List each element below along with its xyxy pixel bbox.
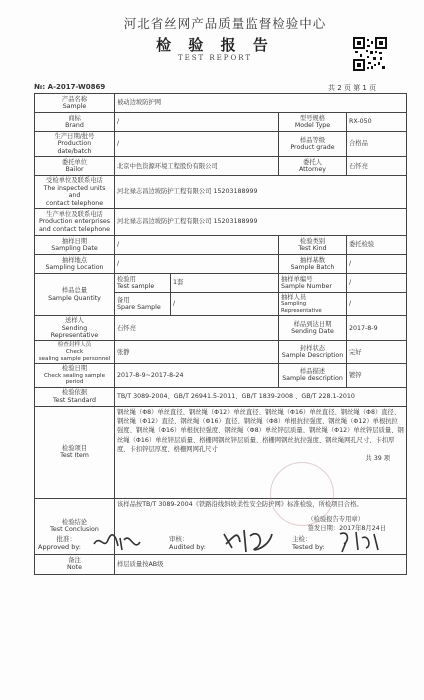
label-en: and contact telephone (38, 225, 111, 233)
label-en: Sample Number (281, 282, 332, 290)
row-production-date (35, 132, 407, 157)
sample-number-label (279, 273, 347, 292)
label-en: Test Conclusion (50, 526, 99, 534)
label-en: Check (65, 348, 84, 355)
brand-label (35, 113, 115, 132)
approved-label-zh: 批准： (56, 535, 76, 543)
label-en: Sample Batch (290, 263, 335, 271)
row-sampling-date (35, 235, 407, 254)
label-zh: 备注 (68, 556, 81, 564)
test-standard-label (35, 387, 115, 406)
row-test-standard (35, 387, 407, 406)
label-zh: 检验项目 (61, 444, 88, 452)
label-zh: 检验用 (117, 275, 136, 283)
issue-date-label: 签发日期： (307, 525, 340, 533)
label-en: Sending Representative (50, 324, 99, 339)
test-item-label (35, 406, 115, 498)
label-zh: 检验类别 (299, 237, 326, 245)
approved-label-en: Approved by: (38, 543, 81, 551)
row-sampling-location (35, 254, 407, 273)
check-sealing-value: 张静 (115, 341, 279, 364)
label-zh: 样品等级 (299, 136, 326, 144)
report-table (34, 93, 407, 575)
audited-signature-icon (220, 526, 276, 560)
sample-batch-label (279, 254, 347, 273)
test-kind-label (279, 235, 347, 254)
label-en: Note (67, 564, 82, 572)
brand-value: / (115, 113, 279, 132)
conclusion-text: 该样品按TB/T 3089-2004《铁路沿线斜坡柔性安全防护网》标准检验，所检项目合格。 (117, 500, 363, 508)
sampling-date-label (35, 235, 115, 254)
label-en: Sampling Location (45, 263, 104, 271)
label-zh: 检验依据 (61, 389, 88, 397)
sending-date-value: 2017-8-9 (347, 316, 407, 341)
row-inspected-units (35, 176, 407, 209)
label-en: Production (57, 140, 92, 148)
label-zh: 产品名称 (61, 95, 88, 103)
label-en: Test sample (117, 282, 155, 290)
label-en: Test Standard (52, 396, 97, 404)
label-en: Spare Sample (117, 304, 161, 312)
label-en: Sending Date (291, 328, 334, 336)
sample-batch-value: / (347, 254, 407, 273)
sample-quantity-label (35, 273, 115, 315)
label-zh: 抽样地点 (61, 256, 88, 264)
audited-label-zh: 审核： (169, 535, 189, 543)
label-zh: 样品总量 (61, 287, 88, 295)
test-item-value (115, 406, 407, 498)
test-standard-value: TB/T 3089-2004、GB/T 26941.5-2011、GB/T 1839-2008 、GB/T 228.1-2010 (115, 387, 407, 406)
tested-label-zh: 主检： (292, 535, 312, 543)
label-zh: 检查封样人员 (57, 342, 92, 349)
label-zh: 备用 (117, 296, 130, 304)
label-zh: 型号规格 (299, 114, 326, 122)
label-zh: 封样状态 (299, 344, 326, 352)
sampling-location-label (35, 254, 115, 273)
label-en: Production enterprises (38, 218, 111, 226)
tested-signature-icon (336, 528, 384, 558)
tested-by (292, 534, 325, 551)
audited-by (169, 534, 206, 551)
label-zh: 抽样基数 (299, 256, 326, 264)
label-zh: 生产单位及联系电话 (46, 210, 103, 218)
test-sample-label (115, 273, 171, 292)
model-type-label (279, 113, 347, 132)
label-zh: 样品描述 (299, 368, 326, 376)
label-zh: 生产日期/批号 (54, 133, 95, 140)
sample-desc2-label (279, 364, 347, 388)
label-en: Bailor (65, 166, 84, 174)
row-test-item (35, 406, 407, 498)
row-brand (35, 113, 407, 132)
spare-sample-label (115, 292, 171, 315)
sample-description-label (279, 341, 347, 364)
production-enterprises-value: 河北禄志昌边坡防护工程有限公司 15203188999 (115, 208, 407, 235)
product-grade-label (279, 132, 347, 157)
official-seal-icon (270, 462, 334, 526)
sampling-location-value: / (115, 254, 279, 273)
label-en: sealing sample personnel (38, 355, 111, 362)
production-date-label (35, 132, 115, 157)
test-kind-value: 委托检验 (347, 235, 407, 254)
check-period-value: 2017-8-9~2017-8-24 (115, 364, 279, 388)
label-en: Sampling Representative (281, 301, 322, 314)
label-zh: 检验日期 (61, 365, 88, 373)
report-title-en: TEST REPORT (177, 54, 253, 62)
label-en: Sample (62, 103, 87, 110)
row-sample-quantity-a (35, 273, 407, 292)
label-en: Sampling Date (51, 244, 98, 252)
test-item-text: 钢丝绳（Φ8）单丝直径、钢丝绳（Φ12）单丝直径、钢丝绳（Φ16）单丝直径、钢丝绳（Φ8）直径、钢丝绳（Φ12）直径、钢丝绳（Φ16）直径、钢丝绳（Φ8）单根抗拉强度、钢丝绳（Φ12）单根抗拉强度、钢丝绳（Φ16）单根抗拉强度、钢丝绳（Φ8）单丝锌层质量、钢丝绳（Φ12）单丝锌层质量、钢丝绳（Φ16）单丝锌层质量、格栅网钢丝锌层质量、格栅网钢丝抗拉强度、钢丝绳网孔尺寸、卡扣厚度、卡扣锌层厚度、格栅网网孔尺寸 (117, 408, 404, 454)
row-production-enterprises (35, 208, 407, 235)
bailor-value: 北京中色资源环境工程股份有限公司 (115, 157, 279, 176)
note-value: 样层质量按AB级 (115, 554, 407, 574)
product-grade-value: 合格品 (347, 132, 407, 157)
sample-description-value: 完好 (347, 341, 407, 364)
sample-number-value: / (347, 273, 407, 292)
sampling-representative-label (279, 292, 347, 315)
row-sending (35, 316, 407, 341)
label-zh: 委托人 (303, 158, 322, 166)
sending-date-label (279, 316, 347, 341)
sampling-representative-value: / (347, 292, 407, 315)
production-enterprises-label (35, 208, 115, 235)
issue-date-value: 2017年8月24日 (339, 525, 387, 533)
approved-by (38, 534, 81, 551)
row-bailor (35, 157, 407, 176)
label-en: Model Type (294, 122, 331, 129)
label-zh: 受检单位及联系电话 (46, 177, 103, 185)
label-zh: 委托单位 (61, 158, 88, 166)
attorney-label (279, 157, 347, 176)
approved-signature-icon (92, 530, 142, 558)
label-zh: 商标 (68, 114, 81, 122)
label-en: Sample Quantity (48, 294, 101, 302)
inspection-stamp-text: （检验报告专用章） (307, 515, 365, 523)
audited-label-en: Audited by: (169, 543, 206, 551)
sending-representative-value: 石怀亮 (115, 316, 279, 341)
report-number: №: A-2017-W0869 (34, 83, 106, 91)
qr-code-icon (353, 37, 387, 71)
test-sample-value: 1套 (171, 273, 279, 292)
attorney-value: 石怀亮 (347, 157, 407, 176)
check-period-label (35, 364, 115, 388)
organization-name: 河北省丝网产品质量监督检验中心 (123, 16, 327, 31)
tested-label-en: Tested by: (292, 543, 325, 551)
label-en: Brand (65, 122, 84, 129)
label-en: Sample Description (281, 352, 344, 360)
row-check-period (35, 364, 407, 388)
signature-area (34, 528, 406, 562)
label-zh: 检验结论 (61, 518, 88, 526)
sampling-date-value: / (115, 235, 279, 254)
label-zh: 样品到达日期 (293, 320, 332, 328)
production-date-value: / (115, 132, 279, 157)
label-zh: 抽样人员 (281, 293, 307, 301)
label-zh: 送样人 (65, 317, 84, 325)
label-en: Attorney (298, 166, 327, 174)
label-en: contact telephone (45, 199, 104, 207)
check-sealing-label (35, 341, 115, 364)
page-indicator: 共 2 页 第 1 页 (328, 84, 377, 92)
label-en: Check sealing sample period (43, 372, 106, 386)
label-en: date/batch (57, 147, 92, 155)
bailor-label (35, 157, 115, 176)
label-zh: 抽样日期 (61, 237, 88, 245)
label-en: The inspected units and (43, 184, 106, 200)
inspected-units-value: 河北禄志昌边坡防护工程有限公司 15203188999 (115, 176, 407, 209)
report-title: 检 验 报 告 (156, 36, 274, 54)
label-zh: 抽样单编号 (281, 275, 313, 283)
model-type-value: RX-050 (347, 113, 407, 132)
label-en: Test Kind (298, 244, 327, 252)
row-check-sealing (35, 341, 407, 364)
inspected-units-label (35, 176, 115, 209)
test-item-count: 共 39 项 (365, 455, 391, 463)
label-en: Test Item (60, 452, 89, 460)
product-name-label (35, 94, 115, 113)
label-en: Product grade (290, 144, 335, 152)
sending-representative-label (35, 316, 115, 341)
spare-sample-value: / (171, 292, 279, 315)
row-product-name (35, 94, 407, 113)
label-en: Sample description (282, 375, 343, 383)
sample-desc2-value: 镀锌 (347, 364, 407, 388)
product-name-value: 被动边坡防护网 (115, 94, 407, 113)
